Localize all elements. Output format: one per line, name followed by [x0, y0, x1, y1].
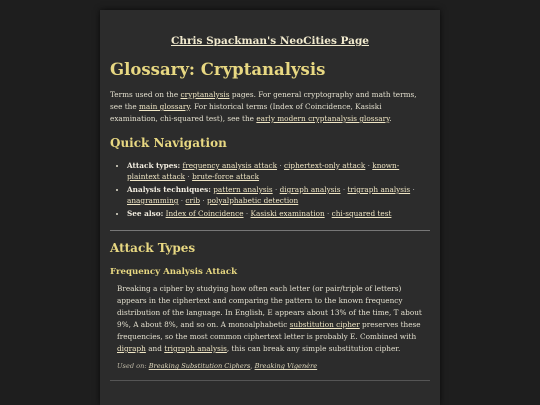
entry-text: , this can break any simple substitution cipher. — [226, 344, 401, 353]
section-divider — [110, 230, 430, 231]
nav-label: Analysis techniques: — [127, 185, 211, 194]
early-modern-glossary-link[interactable]: early modern cryptanalysis glossary — [256, 114, 390, 123]
entry-text: and — [145, 344, 165, 353]
digraph-link[interactable]: digraph — [117, 344, 146, 353]
intro-text: pages. For general cryptography and math terms, see the — [110, 90, 417, 111]
nav-item-attack-types — [127, 160, 430, 182]
nav-link-frequency-analysis-attack[interactable]: frequency analysis attack — [182, 161, 278, 170]
nav-link-ciphertext-only-attack[interactable]: ciphertext-only attack — [284, 161, 366, 170]
entry-text: Breaking a cipher by studying how often each letter (or pair/triple of letters) appears in the ciphertext and comparing the pattern to the known frequency distribution of the language. In English, E appears about 13% of the time, T about 9%, A about 8%, and so on. A monoalphabetic — [117, 284, 422, 329]
nav-item-analysis-techniques — [127, 184, 430, 206]
intro-text: Terms used on the — [110, 90, 181, 99]
nav-separator: · — [324, 209, 332, 218]
nav-separator: · — [340, 185, 348, 194]
used-on-link-breaking-substitution[interactable]: Breaking Substitution Ciphers — [148, 362, 251, 370]
page-title: Glossary: Cryptanalysis — [110, 60, 326, 79]
nav-label: See also: — [127, 209, 164, 218]
used-on-separator: , — [250, 362, 255, 370]
entry-body — [117, 283, 430, 355]
page-container — [100, 10, 440, 405]
attack-types-heading: Attack Types — [110, 241, 196, 255]
main-glossary-link[interactable]: main glossary — [138, 102, 190, 111]
entry-divider — [110, 380, 430, 381]
quick-navigation-list — [110, 160, 430, 219]
substitution-cipher-link[interactable]: substitution cipher — [289, 320, 360, 329]
nav-link-digraph-analysis[interactable]: digraph analysis — [279, 185, 341, 194]
cryptanalysis-link[interactable]: cryptanalysis — [180, 90, 230, 99]
intro-text: . — [389, 114, 392, 123]
quick-navigation-heading: Quick Navigation — [110, 136, 227, 150]
nav-separator: · — [200, 196, 207, 205]
nav-link-pattern-analysis[interactable]: pattern analysis — [213, 185, 273, 194]
nav-link-crib[interactable]: crib — [185, 196, 201, 205]
entry-title: Frequency Analysis Attack — [110, 267, 238, 277]
nav-separator: · — [185, 172, 193, 181]
trigraph-analysis-link[interactable]: trigraph analysis — [164, 344, 227, 353]
nav-separator: · — [277, 161, 284, 170]
nav-link-anagramming[interactable]: anagramming — [127, 196, 179, 205]
nav-link-chi-squared-test[interactable]: chi-squared test — [331, 209, 392, 218]
site-title — [110, 35, 430, 47]
intro-paragraph — [110, 89, 430, 125]
nav-separator: · — [178, 196, 186, 205]
used-on-label: Used on: — [117, 362, 149, 370]
used-on — [117, 362, 430, 370]
nav-link-kasiski-examination[interactable]: Kasiski examination — [250, 209, 325, 218]
nav-link-brute-force-attack[interactable]: brute-force attack — [192, 172, 260, 181]
nav-item-see-also — [127, 208, 430, 219]
intro-text: . For historical terms (Index of Coincidence, Kasiski examination, chi-squared test), see the — [110, 102, 382, 123]
nav-separator: · — [410, 185, 415, 194]
nav-link-trigraph-analysis[interactable]: trigraph analysis — [347, 185, 411, 194]
nav-separator: · — [365, 161, 373, 170]
nav-label: Attack types: — [127, 161, 181, 170]
site-title-link[interactable]: Chris Spackman's NeoCities Page — [171, 35, 369, 47]
nav-link-index-of-coincidence[interactable]: Index of Coincidence — [165, 209, 244, 218]
used-on-link-breaking-vigenere[interactable]: Breaking Vigenère — [254, 362, 318, 370]
nav-link-polyalphabetic-detection[interactable]: polyalphabetic detection — [206, 196, 299, 205]
content — [100, 35, 440, 381]
nav-separator: · — [243, 209, 251, 218]
nav-separator: · — [272, 185, 280, 194]
entry-text: preserves these frequencies, so the most common ciphertext letter is probably E. Combined with — [117, 320, 421, 341]
nav-link-known-plaintext-attack[interactable]: known-plaintext attack — [127, 161, 400, 181]
